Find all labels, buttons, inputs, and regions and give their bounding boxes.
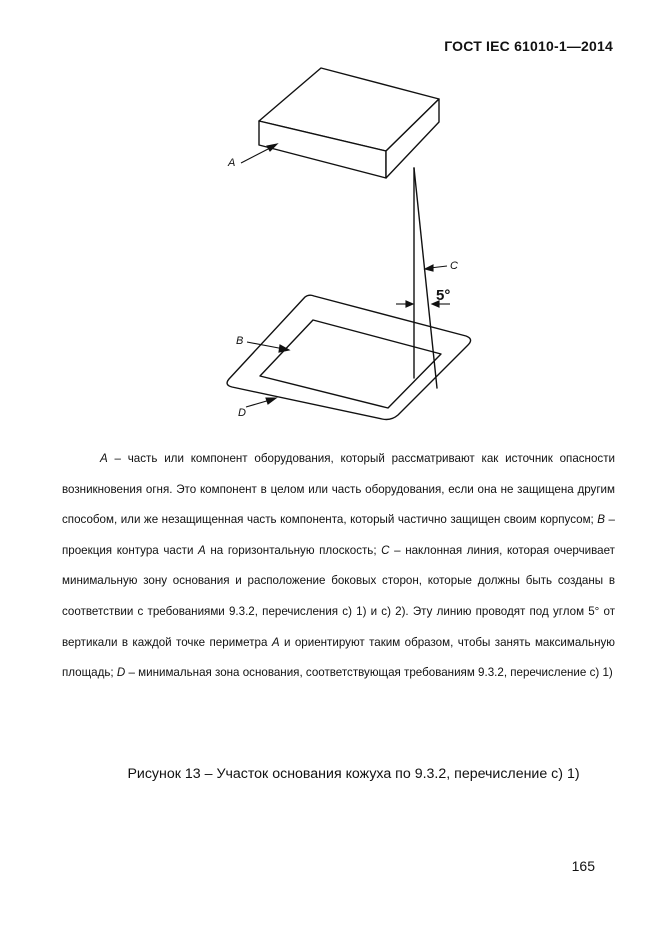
figure-legend bbox=[62, 444, 615, 689]
label-c: C bbox=[450, 260, 458, 272]
page-number: 165 bbox=[571, 858, 595, 874]
arrow-d bbox=[266, 398, 276, 404]
label-d: D bbox=[238, 407, 246, 419]
figure-13-diagram bbox=[0, 0, 661, 440]
inclined-line-c bbox=[414, 168, 437, 388]
arrow-c bbox=[425, 265, 433, 271]
figure-title: Рисунок 13 – Участок основания кожуха по 9.3.2, перечисление с) 1) bbox=[127, 766, 580, 782]
label-angle: 5° bbox=[436, 287, 451, 304]
legend-paragraph: A – часть или компонент оборудования, который рассматривают как источник опасности возникновения огня. Это компонент в целом или часть оборудования, если она не защищена другим способом, или же незащищенная часть компонента, который частично защищен своим корпусом; B – проекция контура части A на горизонтальную плоскость; C – наклонная линия, которая очерчивает минимальную зону основания и расположение боковых сторон, которые должны быть созданы в соответствии с требованиями 9.3.2, перечисления с) 1) и с) 2). Эту линию проводят под углом 5° от вертикали в каждой точке периметра A и ориентируют таким образом, чтобы занять максимальную площадь; D – минимальная зона основания, соответствующая требованиям 9.3.2, перечисление с) 1) bbox=[62, 452, 615, 680]
document-header: ГОСТ IEC 61010-1—2014 bbox=[444, 38, 613, 54]
label-b: B bbox=[236, 335, 244, 347]
label-a: A bbox=[228, 157, 236, 169]
angle-arrow-left bbox=[406, 301, 413, 307]
